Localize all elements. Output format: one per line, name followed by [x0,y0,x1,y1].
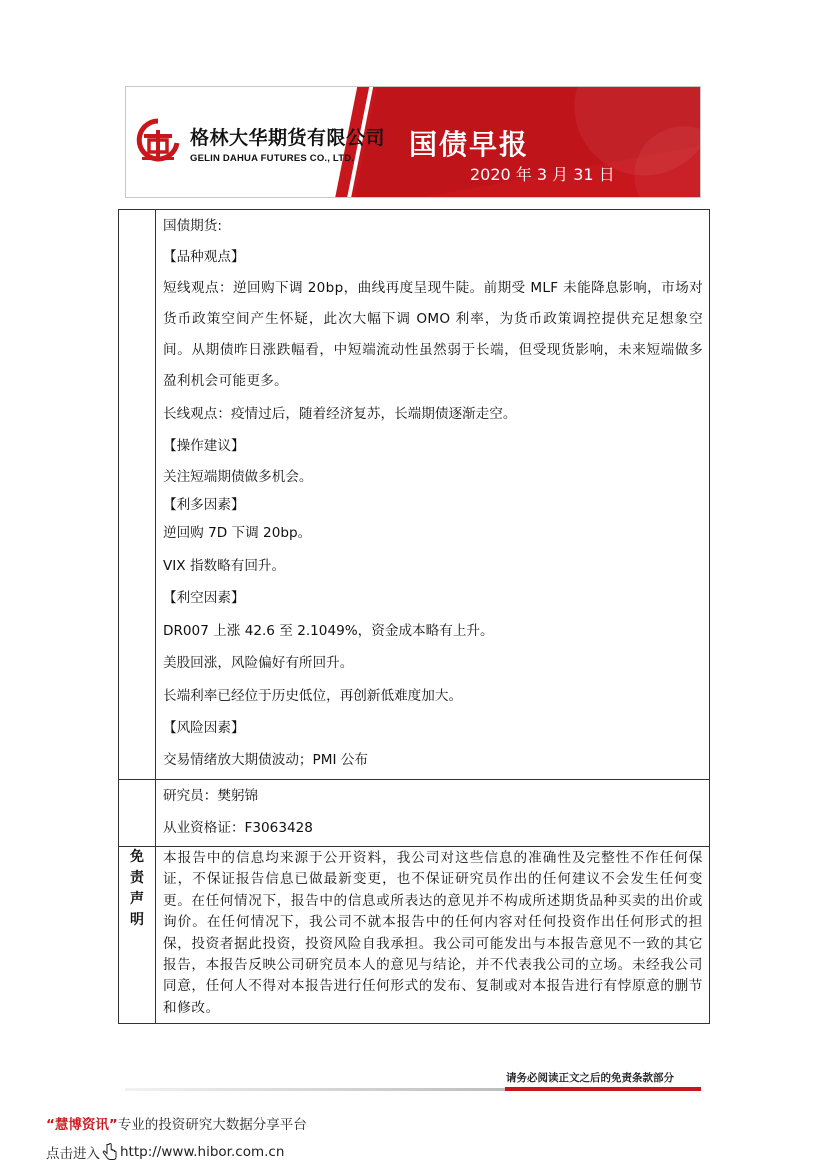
intro-text: 国债期货: [163,218,222,234]
bullish-item: VIX 指数略有回升。 [163,558,286,574]
platform-slogan [46,1113,307,1133]
bearish-item: 美股回涨，风险偏好有所回升。 [163,655,354,671]
bearish-item: DR007 上涨 42.6 至 2.1049%，资金成本略有上升。 [163,623,494,639]
footer-divider-red [505,1087,701,1091]
analyst-name: 研究员：樊躬锦 [163,788,259,804]
report-title: 国债早报 [409,128,530,161]
risk-text: 交易情绪放大期债波动；PMI 公布 [163,752,368,768]
enter-label: 点击进入 [46,1146,100,1162]
advice-text: 关注短端期债做多机会。 [163,469,313,485]
platform-url[interactable]: http://www.hibor.com.cn [120,1144,285,1160]
company-name-cn: 格林大华期货有限公司 [190,127,386,149]
report-table [118,209,710,1024]
table-row-analyst [119,780,710,847]
row-label-cell [119,780,156,847]
bearish-item: 长端利率已经位于历史低位，再创新低难度加大。 [163,688,463,704]
main-content-cell [156,210,710,780]
risk-heading: 【风险因素】 [163,720,245,736]
disclaimer-label [119,847,156,1024]
advice-heading: 【操作建议】 [163,438,245,454]
company-logo-icon [136,117,180,167]
short-view-text: 短线观点：逆回购下调 20bp，曲线再度呈现牛陡。前期受 MLF 未能降息影响，市场对货币政策空间产生怀疑，此次大幅下调 OMO 利率，为货币政策调控提供充足想象空间。从期债昨日涨跌幅看，中短端流动性虽然弱于长端，但受现货影响，未来短端做多盈利机会可能更多。 [163,280,703,389]
bullish-heading: 【利多因素】 [163,497,245,513]
disclaimer-cell [156,847,710,1024]
footer-divider-gray [125,1088,505,1091]
row-label-cell [119,210,156,780]
disclaimer-label-char: 责 [130,870,144,886]
slogan-text: 专业的投资研究大数据分享平台 [117,1117,307,1133]
bullish-item: 逆回购 7D 下调 20bp。 [163,525,312,541]
platform-link[interactable] [46,1142,284,1162]
disclaimer-notice: 请务必阅读正文之后的免责条款部分 [506,1072,674,1084]
report-date: 2020 年 3 月 31 日 [470,165,615,184]
table-row-main [119,210,710,780]
disclaimer-text: 本报告中的信息均来源于公开资料，我公司对这些信息的准确性及完整性不作任何保证，不保证报告信息已做最新变更，也不保证研究员作出的任何建议不会发生任何变更。在任何情况下，报告中的信息或所表达的意见并不构成所述期货品种买卖的出价或询价。在任何情况下，我公司不就本报告中的任何内容对任何投资作出任何形式的担保，投资者据此投资，投资风险自我承担。我公司可能发出与本报告意见不一致的其它报告，本报告反映公司研究员本人的意见与结论，并不代表我公司的立场。未经我公司同意，任何人不得对本报告进行任何形式的发布、复制或对本报告进行有悖原意的删节和修改。 [163,850,703,1016]
pointer-hand-icon [102,1143,118,1161]
view-heading: 【品种观点】 [163,249,245,265]
slogan-quote: ” [108,1117,118,1133]
analyst-license: 从业资格证：F3063428 [163,820,313,836]
disclaimer-label-char: 明 [130,912,144,928]
slogan-brand: 慧博资讯 [54,1117,109,1133]
table-row-disclaimer [119,847,710,1024]
long-view-text: 长线观点：疫情过后，随着经济复苏，长端期债逐渐走空。 [163,406,517,422]
bearish-heading: 【利空因素】 [163,590,245,606]
disclaimer-label-char: 免 [130,849,144,865]
company-name-en: GELIN DAHUA FUTURES CO., LTD. [190,153,355,164]
slogan-quote: “ [46,1117,55,1133]
analyst-cell [156,780,710,847]
report-banner [125,86,701,198]
disclaimer-label-char: 声 [130,891,144,907]
